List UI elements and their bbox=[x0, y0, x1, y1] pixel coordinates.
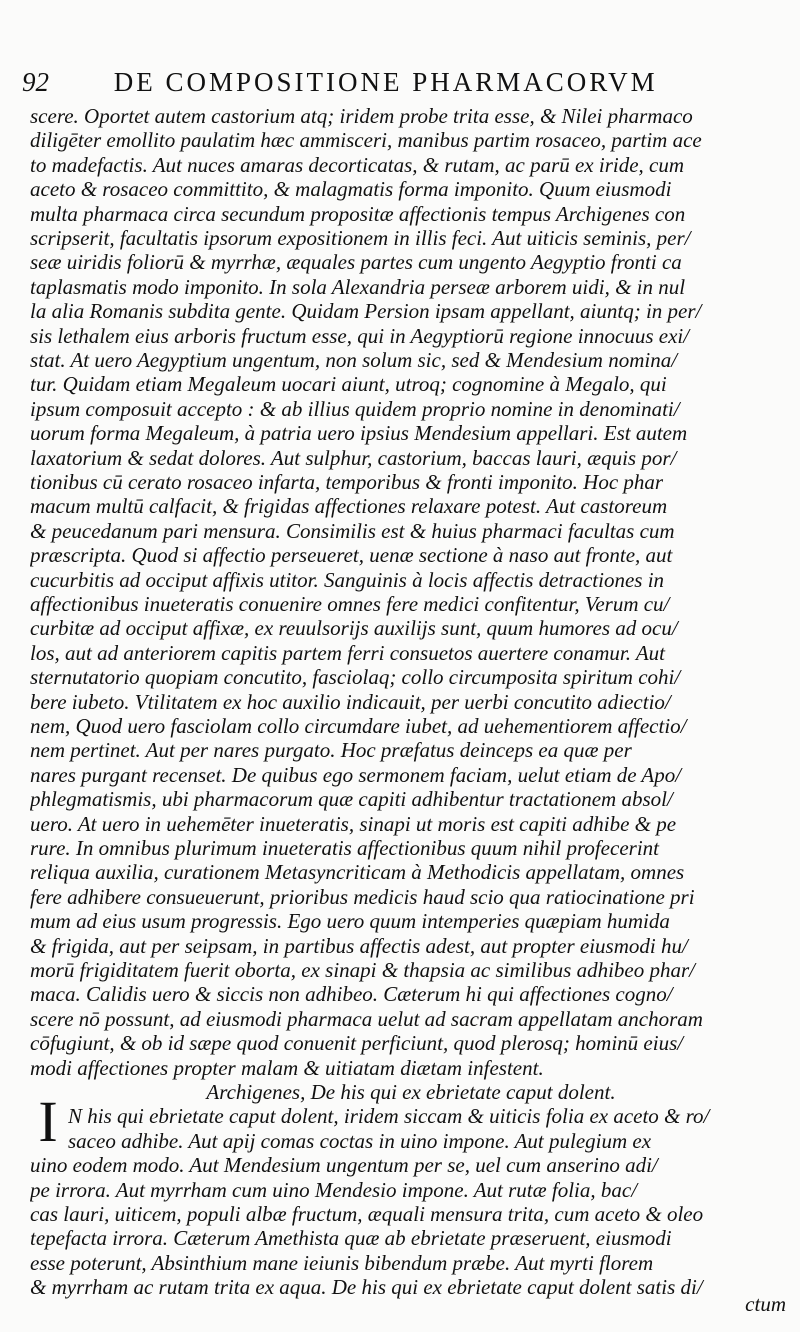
text-line: aceto & rosaceo committito, & malagmatis forma imponito. Quum eiusmodi bbox=[30, 177, 672, 202]
text-line: saceo adhibe. Aut apij comas coctas in uino impone. Aut pulegium ex bbox=[68, 1128, 652, 1153]
text-line: fere adhibere consueuerunt, prioribus medicis haud scio qua ratiocinatione pri bbox=[30, 884, 695, 909]
text-line: & myrrham ac rutam trita ex aqua. De his qui ex ebrietate caput dolent satis di/ bbox=[30, 1275, 703, 1300]
text-line: tur. Quidam etiam Megaleum uocari aiunt, utroq; cognomine à Megalo, qui bbox=[30, 372, 667, 397]
text-line: modi affectiones propter malam & uitiatam diætam infestent. bbox=[30, 1055, 544, 1080]
text-line: esse poterunt, Absinthium mane ieiunis bibendum præbe. Aut myrti florem bbox=[30, 1250, 654, 1275]
text-line: tionibus cū cerato rosaceo infarta, temporibus & fronti imponito. Hoc phar bbox=[30, 470, 664, 494]
page-number: 92 bbox=[22, 67, 49, 97]
catchword: ctum bbox=[745, 1292, 786, 1316]
text-line: & frigida, aut per seipsam, in partibus affectis adest, aut propter eiusmodi hu/ bbox=[30, 933, 688, 958]
running-title: DE COMPOSITIONE PHARMACORVM bbox=[113, 67, 658, 97]
text-line: sternutatorio quopiam concutito, fasciolaq; collo circumposita spiritum cohi/ bbox=[30, 665, 681, 690]
text-line: cōfugiunt, & ob id sæpe quod conuenit perficiunt, quod plerosq; hominū eius/ bbox=[30, 1031, 684, 1056]
section-heading: Archigenes, De his qui ex ebrietate caput dolent. bbox=[206, 1080, 616, 1104]
text-line: & peucedanum pari mensura. Consimilis est & huius pharmaci facultas cum bbox=[30, 518, 675, 543]
text-line: morū frigiditatem fuerit oborta, ex sinapi & thapsia ac similibus adhibeo phar/ bbox=[30, 958, 695, 982]
text-line: curbitæ ad occiput affixæ, ex reuulsorijs auxilijs sunt, quum humores ad ocu/ bbox=[30, 616, 678, 641]
text-line: cas lauri, uiticem, populi albæ fructum, æquali mensura trita, cum aceto & oleo bbox=[30, 1202, 704, 1226]
text-line: pe irrora. Aut myrrham cum uino Mendesio impone. Aut rutæ folia, bac/ bbox=[30, 1177, 638, 1202]
text-line: macum multū calfacit, & frigidas affectiones relaxare potest. Aut castoreum bbox=[30, 494, 668, 519]
text-line: nem, Quod uero fasciolam collo circumdare iubet, ad uehementiorem affectio/ bbox=[30, 714, 687, 738]
text-line: diligēter emollito paulatim hæc ammisceri, manibus partim rosaceo, partim ace bbox=[30, 128, 702, 153]
text-line: affectionibus inueteratis conuenire omnes fere medici confitentur, Verum cu/ bbox=[30, 592, 670, 616]
text-line: scere. Oportet autem castorium atq; iridem probe trita esse, & Nilei pharmaco bbox=[30, 104, 693, 128]
text-line: laxatorium & sedat dolores. Aut sulphur, castorium, baccas lauri, æquis por/ bbox=[30, 445, 677, 470]
text-line: multa pharmaca circa secundum propositæ affectionis tempus Archigenes con bbox=[30, 201, 686, 226]
text-line: tepefacta irrora. Cæterum Amethista quæ ab ebrietate præseruent, eiusmodi bbox=[30, 1226, 672, 1251]
text-line: uino eodem modo. Aut Mendesium ungentum per se, uel cum anserino adi/ bbox=[30, 1153, 658, 1178]
text-line: stat. At uero Aegyptium ungentum, non solum sic, sed & Mendesium nomina/ bbox=[30, 348, 678, 372]
text-line: los, aut ad anteriorem capitis partem ferri consuetos auertere conamur. Aut bbox=[30, 640, 666, 665]
text-line: bere iubeto. Vtilitatem ex hoc auxilio indicauit, per uerbi concutito adiectio/ bbox=[30, 689, 671, 714]
initial-letter: I bbox=[38, 1089, 58, 1154]
text-line: taplasmatis modo imponito. In sola Alexandria perseæ arborem uidi, & in nul bbox=[30, 274, 686, 299]
text-line: nares purgant recenset. De quibus ego sermonem faciam, uelut etiam de Apo/ bbox=[30, 762, 682, 787]
text-line: reliqua auxilia, curationem Metasyncriticam à Methodicis appellatam, omnes bbox=[30, 860, 685, 885]
text-line: N his qui ebrietate caput dolent, iridem siccam & uiticis folia ex aceto & ro/ bbox=[68, 1104, 710, 1129]
text-line: uero. At uero in uehemēter inueteratis, sinapi ut moris est capiti adhibe & pe bbox=[30, 811, 677, 836]
text-line: rure. In omnibus plurimum inueteratis affectionibus quum nihil profecerint bbox=[30, 836, 659, 860]
text-line: scere nō possunt, ad eiusmodi pharmaca uelut ad sacram appellatam anchoram bbox=[30, 1006, 703, 1031]
text-line: præscripta. Quod si affectio perseueret, uenæ sectione à naso aut fronte, aut bbox=[30, 543, 673, 568]
text-line: uorum forma Megaleum, à patria uero ipsius Mendesium appellari. Est autem bbox=[30, 421, 688, 446]
text-line: seæ uiridis foliorū & myrrhæ, æquales partes cum ungento Aegyptio fronti ca bbox=[30, 250, 682, 275]
text-line: maca. Calidis uero & siccis non adhibeo. Cæterum hi qui affectiones cogno/ bbox=[30, 982, 673, 1007]
text-line: ipsum composuit accepto : & ab illius quidem proprio nomine in denominati/ bbox=[30, 396, 680, 421]
text-line: sis lethalem eius arboris fructum esse, qui in Aegyptiorū regione innocuus exi/ bbox=[30, 323, 690, 348]
text-line: la alia Romanis subdita gente. Quidam Persion ipsam appellant, aiuntq; in per/ bbox=[30, 299, 702, 324]
text-line: mum ad eius usum progressis. Ego uero quum intemperies quæpiam humida bbox=[30, 909, 670, 934]
running-head bbox=[22, 62, 792, 102]
text-line: nem pertinet. Aut per nares purgato. Hoc præfatus deinceps ea quæ per bbox=[30, 738, 632, 763]
text-line: to madefactis. Aut nuces amaras decorticatas, & rutam, ac parū ex iride, cum bbox=[30, 152, 685, 177]
text-line: phlegmatismis, ubi pharmacorum quæ capiti adhibentur tractationem absol/ bbox=[30, 787, 673, 812]
text-line: scripserit, facultatis ipsorum expositionem in illis feci. Aut uiticis seminis, per/ bbox=[30, 226, 691, 250]
text-line: cucurbitis ad occiput affixis utitor. Sanguinis à locis affectis detractiones in bbox=[30, 567, 665, 592]
